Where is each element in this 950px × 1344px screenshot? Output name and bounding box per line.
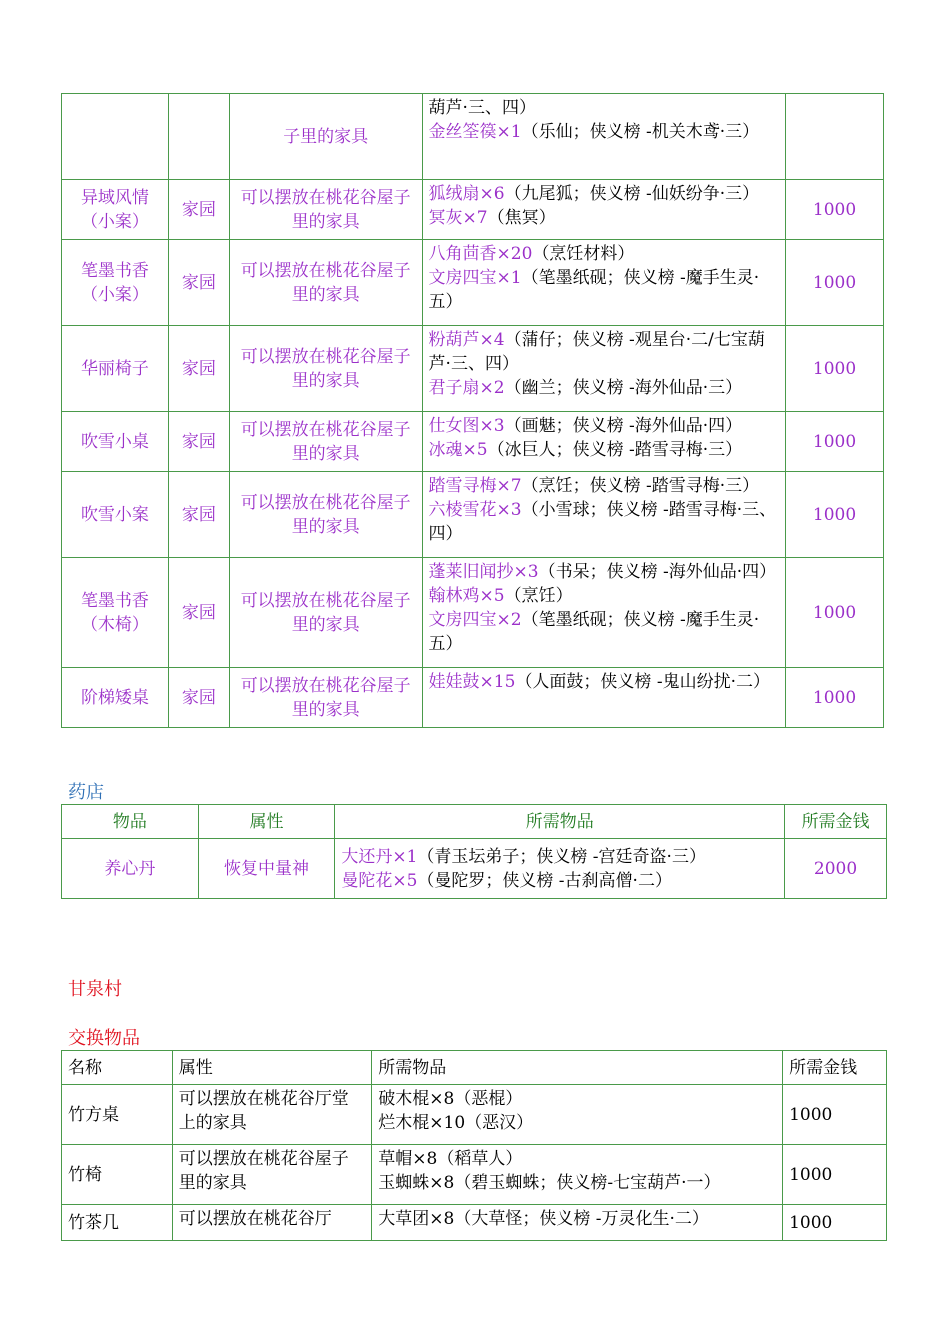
item-desc-cell: 可以摆放在桃花谷屋子里的家具 [229,412,422,472]
required-item-name: 大还丹×1 [341,846,418,867]
required-item-note: （小雪球；侠义榜 -踏雪寻梅·三、四） [428,500,777,544]
required-items-cell [335,839,785,899]
required-item [341,845,778,869]
table-row [62,326,884,412]
village-table-body [62,1051,887,1241]
required-item [429,438,779,462]
column-header: 所需金钱 [783,1051,887,1085]
required-item-note: （书呆；侠义榜 -海外仙品·四） [538,562,777,582]
required-item-note: （青玉坛弟子；侠义榜 -宫廷奇盗·三） [417,846,706,867]
required-item-name: 冥灰×7 [428,208,488,228]
item-price-cell: 1000 [786,472,884,558]
item-price-cell: 1000 [786,412,884,472]
required-item-note: （笔墨纸砚；侠义榜 -魔手生灵·五） [428,268,760,312]
table-row [62,412,884,472]
item-price-cell: 1000 [786,240,884,326]
item-price-cell: 1000 [786,326,884,412]
item-desc-cell: 可以摆放在桃花谷屋子里的家具 [229,558,422,668]
required-item [429,206,779,230]
required-item [429,474,779,498]
item-type-cell: 家园 [168,668,229,728]
required-items-cell [422,94,785,180]
required-item [429,120,779,144]
item-name-cell: 竹茶几 [62,1205,173,1241]
item-desc-cell: 可以摆放在桃花谷屋子里的家具 [229,668,422,728]
furniture-table-body [62,94,884,728]
required-item [429,608,779,656]
required-item [341,869,778,893]
required-item: 破木棍×8（恶棍） [378,1089,523,1109]
table-row [62,668,884,728]
required-item-note: （人面鼓；侠义榜 -鬼山纷扰·二） [515,672,770,692]
item-desc-cell: 可以摆放在桃花谷屋子里的家具 [229,240,422,326]
column-header: 属性 [198,805,335,839]
table-row [62,1205,887,1241]
item-name-cell: 阶梯矮桌 [62,668,169,728]
required-item-note: （烹饪；侠义榜 -踏雪寻梅·三） [521,476,760,496]
column-header: 物品 [62,805,199,839]
required-items-cell [422,412,785,472]
required-item-note: （画魅；侠义榜 -海外仙品·四） [504,416,743,436]
item-desc-cell: 子里的家具 [229,94,422,180]
item-price-cell: 1000 [783,1085,887,1145]
item-name-cell: 异域风情（小案） [62,180,169,240]
required-item-name: 踏雪寻梅×7 [428,476,522,496]
item-name-cell: 笔墨书香（木椅） [62,558,169,668]
table-row [62,94,884,180]
required-item-note: （笔墨纸砚；侠义榜 -魔手生灵·五） [428,610,760,654]
required-item-note: （烹饪） [504,586,573,606]
item-type-cell: 家园 [168,472,229,558]
item-name-cell [62,94,169,180]
required-item [429,328,779,376]
required-item-name: 冰魂×5 [428,440,488,460]
required-item-note: （曼陀罗；侠义榜 -古刹高僧·二） [417,870,672,891]
item-price-cell: 2000 [785,839,887,899]
required-item: 烂木棍×10（恶汉） [378,1113,534,1133]
item-type-cell: 家园 [168,180,229,240]
required-item: 大草团×8（大草怪；侠义榜 -万灵化生·二） [378,1209,709,1229]
required-item [429,376,779,400]
required-item: 草帽×8（稻草人） [378,1149,523,1169]
exchange-subtitle: 交换物品 [68,1028,140,1049]
item-name-cell: 吹雪小案 [62,472,169,558]
column-header: 名称 [62,1051,173,1085]
required-item: 玉蜘蛛×8（碧玉蜘蛛；侠义榜-七宝葫芦·一） [378,1173,721,1193]
required-item-name: 君子扇×2 [428,378,505,398]
furniture-table [61,93,884,728]
required-item-name: 粉葫芦×4 [428,330,505,350]
item-attr-cell: 可以摆放在桃花谷厅堂上的家具 [172,1085,372,1145]
required-item-note: （烹饪材料） [532,244,635,264]
pharmacy-table-body [62,805,887,899]
required-item-name: 六棱雪花×3 [428,500,522,520]
required-items-cell [422,472,785,558]
required-item-name: 娃娃鼓×15 [428,672,516,692]
item-name-cell: 竹椅 [62,1145,173,1205]
village-table [61,1050,887,1241]
table-row [62,240,884,326]
pharmacy-table [61,804,887,899]
required-item [429,560,779,584]
required-item [429,414,779,438]
required-item-name: 金丝筌篌×1 [428,122,522,142]
item-name-cell: 竹方桌 [62,1085,173,1145]
table-row [62,472,884,558]
item-name-cell: 养心丹 [62,839,199,899]
table-header-row [62,805,887,839]
required-items-cell [422,180,785,240]
required-items-cell [422,668,785,728]
item-desc-cell: 可以摆放在桃花谷屋子里的家具 [229,180,422,240]
required-item [429,266,779,314]
required-items-cell [422,240,785,326]
pharmacy-title: 药店 [68,782,104,803]
table-row [62,558,884,668]
item-desc-cell: 可以摆放在桃花谷屋子里的家具 [229,472,422,558]
required-items-cell [422,326,785,412]
required-items-cell [372,1145,783,1205]
table-row [62,839,887,899]
item-price-cell: 1000 [783,1145,887,1205]
required-items-cell [422,558,785,668]
item-type-cell: 家园 [168,326,229,412]
table-header-row [62,1051,887,1085]
required-item-name: 八角茴香×20 [428,244,533,264]
required-item [429,584,779,608]
item-type-cell: 家园 [168,558,229,668]
required-item [429,670,779,694]
column-header: 所需金钱 [785,805,887,839]
required-item-name: 仕女图×3 [428,416,505,436]
table-row [62,180,884,240]
item-attr-cell: 可以摆放在桃花谷屋子里的家具 [172,1145,372,1205]
item-price-cell: 1000 [786,180,884,240]
column-header: 所需物品 [372,1051,783,1085]
required-item [429,96,779,120]
required-item-note: 葫芦·三、四） [428,98,536,118]
required-item-name: 曼陀花×5 [341,870,418,891]
required-item-note: （幽兰；侠义榜 -海外仙品·三） [504,378,743,398]
required-item [429,242,779,266]
item-name-cell: 华丽椅子 [62,326,169,412]
required-item [429,498,779,546]
item-type-cell: 家园 [168,240,229,326]
required-item-note: （蒲仔；侠义榜 -观星台·二/七宝葫芦·三、四） [428,330,765,374]
required-items-cell [372,1085,783,1145]
item-price-cell: 1000 [786,558,884,668]
required-item-name: 狐绒扇×6 [428,184,505,204]
item-desc-cell: 可以摆放在桃花谷屋子里的家具 [229,326,422,412]
column-header: 属性 [172,1051,372,1085]
required-item [429,182,779,206]
required-item-note: （乐仙；侠义榜 -机关木鸢·三） [521,122,760,142]
item-type-cell [168,94,229,180]
item-name-cell: 吹雪小桌 [62,412,169,472]
required-item-note: （九尾狐；侠义榜 -仙妖纷争·三） [504,184,760,204]
required-item-name: 文房四宝×2 [428,610,522,630]
item-attr-cell: 可以摆放在桃花谷厅 [172,1205,372,1241]
column-header: 所需物品 [335,805,785,839]
item-attr-cell: 恢复中量神 [198,839,335,899]
required-items-cell [372,1205,783,1241]
item-price-cell [786,94,884,180]
table-row [62,1145,887,1205]
village-title: 甘泉村 [68,979,122,1000]
item-name-cell: 笔墨书香（小案） [62,240,169,326]
required-item-note: （冰巨人；侠义榜 -踏雪寻梅·三） [487,440,743,460]
required-item-note: （焦冥） [487,208,556,228]
table-row [62,1085,887,1145]
item-price-cell: 1000 [786,668,884,728]
item-price-cell: 1000 [783,1205,887,1241]
required-item-name: 文房四宝×1 [428,268,522,288]
item-type-cell: 家园 [168,412,229,472]
required-item-name: 翰林鸡×5 [428,586,505,606]
required-item-name: 蓬莱旧闻抄×3 [428,562,539,582]
